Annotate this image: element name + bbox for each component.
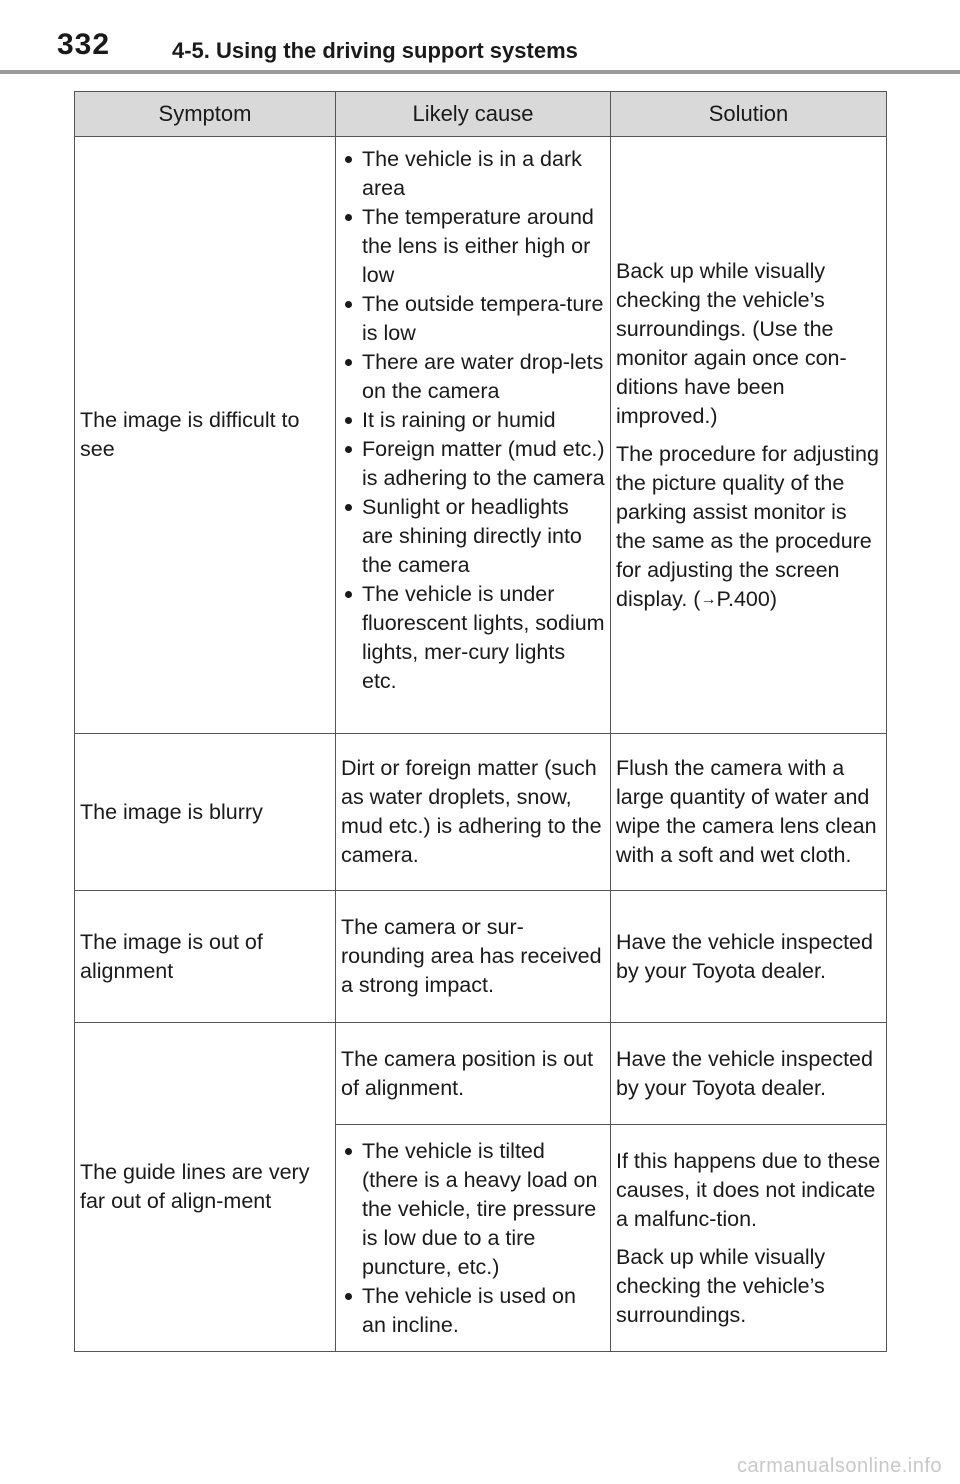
table-row [75,137,887,734]
list-item: The temperature around the lens is either high or low [341,203,605,290]
symptom-cell: The image is difficult to see [75,137,336,734]
solution-cell [611,1125,887,1352]
solution-text: If this happens due to these causes, it does not indicate a malfunc-tion. [616,1148,881,1231]
troubleshooting-table [74,91,887,1352]
list-item: Foreign matter (mud etc.) is adhering to the camera [341,435,605,493]
solution-cell: Have the vehicle inspected by your Toyota dealer. [611,891,887,1023]
table-header-row [75,92,887,137]
cause-cell [336,1125,611,1352]
cause-cell: The camera position is out of alignment. [336,1023,611,1125]
list-item: The outside tempera-ture is low [341,290,605,348]
solution-text: Back up while visually checking the vehicle’s surroundings. [616,1244,826,1327]
solution-cell: Have the vehicle inspected by your Toyota dealer. [611,1023,887,1125]
table-row [75,734,887,891]
arrow-right-icon: → [700,590,717,608]
watermark: carmanualsonline.info [736,1455,942,1477]
solution-cell: Flush the camera with a large quantity of water and wipe the camera lens clean with a soft and wet cloth. [611,734,887,891]
list-item: The vehicle is used on an incline. [341,1282,605,1340]
list-item: The vehicle is under fluorescent lights, sodium lights, mer-cury lights etc. [341,580,605,696]
symptom-cell: The image is out of alignment [75,891,336,1023]
list-item: The vehicle is tilted (there is a heavy load on the vehicle, tire pressure is low due to a tire puncture, etc.) [341,1137,605,1282]
column-header-likely-cause: Likely cause [336,92,611,137]
cause-cell: The camera or sur-rounding area has received a strong impact. [336,891,611,1023]
cause-list [341,145,605,696]
cause-cell: Dirt or foreign matter (such as water droplets, snow, mud etc.) is adhering to the camera. [336,734,611,891]
list-item: Sunlight or headlights are shining directly into the camera [341,493,605,580]
symptom-cell: The image is blurry [75,734,336,891]
solution-text: The procedure for adjusting the picture quality of the parking assist monitor is the same as the procedure for adjusting the screen display. (→P.400) [616,441,879,611]
table-row [75,891,887,1023]
page-header [0,0,960,74]
list-item: There are water drop-lets on the camera [341,348,605,406]
list-item: It is raining or humid [341,406,605,435]
list-item: The vehicle is in a dark area [341,145,605,203]
section-title: 4-5. Using the driving support systems [172,38,578,63]
table-row [75,1023,887,1125]
page-reference-link[interactable]: P.400) [716,586,778,611]
cause-list [341,1137,605,1340]
column-header-symptom: Symptom [75,92,336,137]
solution-cell [611,137,887,734]
column-header-solution: Solution [611,92,887,137]
page-number: 332 [57,28,111,61]
cause-cell [336,137,611,734]
symptom-cell: The guide lines are very far out of align-ment [75,1023,336,1352]
solution-text: Back up while visually checking the vehicle’s surroundings. (Use the monitor again once con-ditions have been improved.) [616,258,847,428]
